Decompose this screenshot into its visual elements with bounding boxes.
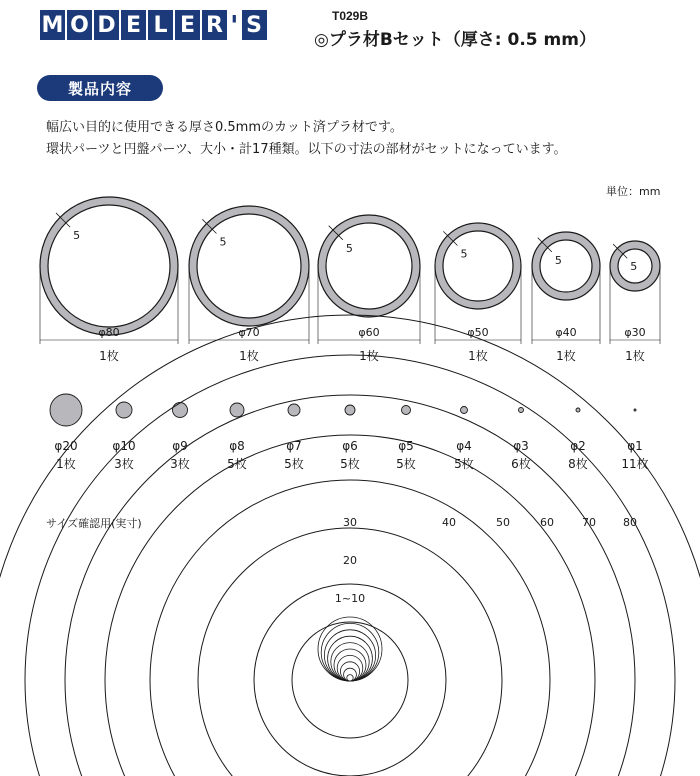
disc-part bbox=[576, 408, 580, 412]
disc-diameter-label: φ20 bbox=[54, 439, 78, 453]
gauge-arc bbox=[0, 315, 700, 776]
disc-diameter-label: φ2 bbox=[570, 439, 586, 453]
ring-diameter-label: φ60 bbox=[358, 326, 380, 339]
logo-letter: D bbox=[94, 10, 119, 40]
thickness-label: 5 bbox=[460, 247, 468, 261]
description-line-1: 幅広い目的に使用できる厚さ0.5mmのカット済プラ材です。 bbox=[46, 120, 403, 135]
disc-quantity-label: 6枚 bbox=[511, 457, 531, 471]
disc-part bbox=[402, 406, 411, 415]
disc-part bbox=[461, 407, 468, 414]
section-heading: 製品内容 bbox=[37, 75, 163, 101]
gauge-small-circle bbox=[321, 623, 379, 681]
ring-diameter-label: φ50 bbox=[467, 326, 489, 339]
disc-quantity-label: 5枚 bbox=[227, 457, 247, 471]
ring-quantity-label: 1枚 bbox=[99, 349, 119, 363]
ring-quantity-label: 1枚 bbox=[468, 349, 488, 363]
disc-quantity-label: 8枚 bbox=[568, 457, 588, 471]
disc-part bbox=[288, 404, 300, 416]
gauge-arc bbox=[292, 622, 408, 738]
disc-quantity-label: 5枚 bbox=[454, 457, 474, 471]
thickness-label: 5 bbox=[630, 260, 638, 274]
disc-diameter-label: φ4 bbox=[456, 439, 472, 453]
logo-letter: M bbox=[40, 10, 65, 40]
gauge-label: 30 bbox=[343, 516, 357, 529]
disc-diameter-label: φ5 bbox=[398, 439, 414, 453]
disc-diameter-label: φ7 bbox=[286, 439, 302, 453]
ring-quantity-label: 1枚 bbox=[359, 349, 379, 363]
gauge-arc bbox=[105, 435, 595, 776]
logo-letter: L bbox=[148, 10, 173, 40]
thickness-label: 5 bbox=[73, 229, 81, 243]
ring-diameter-label: φ70 bbox=[238, 326, 260, 339]
logo-letter: O bbox=[67, 10, 92, 40]
gauge-label: 80 bbox=[623, 516, 637, 529]
disc-diameter-label: φ10 bbox=[112, 439, 136, 453]
gauge-small-circle bbox=[340, 662, 359, 681]
logo-letter: E bbox=[175, 10, 200, 40]
disc-diameter-label: φ9 bbox=[172, 439, 188, 453]
disc-part bbox=[345, 405, 355, 415]
disc-diameter-label: φ3 bbox=[513, 439, 529, 453]
gauge-title: サイズ確認用(実寸) bbox=[46, 517, 142, 530]
gauge-label: 70 bbox=[582, 516, 596, 529]
disc-part bbox=[173, 403, 188, 418]
disc-part bbox=[230, 403, 244, 417]
disc-part bbox=[50, 394, 82, 426]
thickness-label: 5 bbox=[554, 253, 562, 267]
ring-diameter-label: φ30 bbox=[624, 326, 646, 339]
logo-letter: ' bbox=[230, 8, 239, 42]
ring-diameter-label: φ40 bbox=[555, 326, 577, 339]
logo-letter: E bbox=[121, 10, 146, 40]
disc-part bbox=[634, 409, 636, 411]
disc-quantity-label: 3枚 bbox=[170, 457, 190, 471]
gauge-label: 40 bbox=[442, 516, 456, 529]
disc-diameter-label: φ8 bbox=[229, 439, 245, 453]
gauge-small-circle bbox=[347, 675, 353, 681]
ring-quantity-label: 1枚 bbox=[556, 349, 576, 363]
disc-quantity-label: 1枚 bbox=[56, 457, 76, 471]
disc-quantity-label: 3枚 bbox=[114, 457, 134, 471]
disc-part bbox=[116, 402, 132, 418]
gauge-label: 60 bbox=[540, 516, 554, 529]
gauge-arc bbox=[254, 584, 446, 776]
thickness-label: 5 bbox=[345, 241, 353, 255]
unit-label: 単位：mm bbox=[606, 185, 661, 198]
gauge-small-circle bbox=[334, 649, 366, 681]
disc-quantity-label: 5枚 bbox=[284, 457, 304, 471]
ring-quantity-label: 1枚 bbox=[239, 349, 259, 363]
description-line-2: 環状パーツと円盤パーツ、大小・計17種類。以下の寸法の部材がセットになっています。 bbox=[46, 142, 567, 157]
disc-part bbox=[519, 408, 524, 413]
thickness-label: 5 bbox=[219, 235, 227, 249]
gauge-label: 20 bbox=[343, 554, 357, 567]
disc-quantity-label: 5枚 bbox=[340, 457, 360, 471]
product-title: ◎プラ材Bセット（厚さ: 0.5 mm） bbox=[314, 30, 596, 50]
logo-letter: R bbox=[202, 10, 227, 40]
gauge-label: 50 bbox=[496, 516, 510, 529]
ring-quantity-label: 1枚 bbox=[625, 349, 645, 363]
ring-diameter-label: φ80 bbox=[98, 326, 120, 339]
disc-diameter-label: φ1 bbox=[627, 439, 643, 453]
disc-diameter-label: φ6 bbox=[342, 439, 358, 453]
gauge-label: 1~10 bbox=[334, 592, 366, 605]
product-code: T029B bbox=[332, 9, 369, 23]
disc-quantity-label: 11枚 bbox=[621, 457, 649, 471]
disc-quantity-label: 5枚 bbox=[396, 457, 416, 471]
logo-letter: S bbox=[242, 10, 267, 40]
